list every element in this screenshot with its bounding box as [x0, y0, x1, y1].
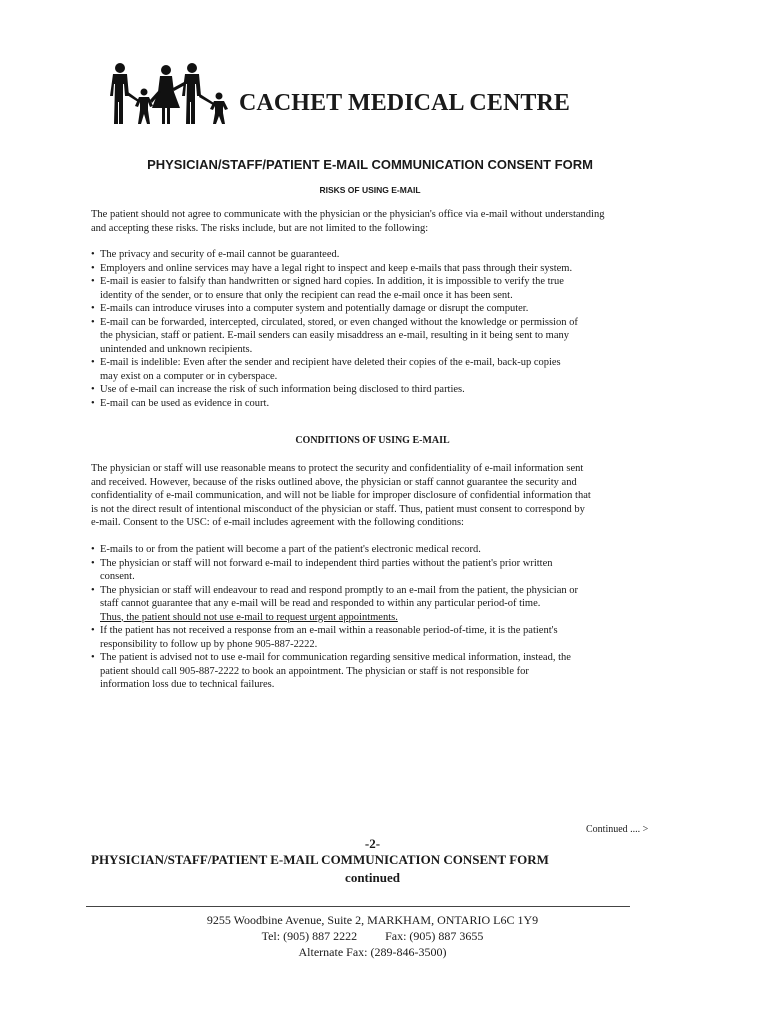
condition-text: information loss due to technical failures.	[100, 679, 275, 690]
risk-text: E-mail is easier to falsify than handwritten or signed hard copies. In addition, it is impossible to verify the true	[100, 276, 564, 287]
risk-text: E-mail is indelible: Even after the sender and recipient have deleted their copies of the e-mail, back-up copies	[100, 357, 561, 368]
bullet-marker: •	[91, 276, 95, 287]
bullet-marker: •	[91, 557, 95, 569]
bullet-marker: •	[91, 262, 95, 274]
list-item	[91, 557, 661, 584]
conditions-intro-line: is not the direct result of intentional misconduct of the physician or staff. Thus, patient must consent to correspond by	[91, 503, 585, 515]
contact-numbers	[0, 929, 745, 944]
conditions-intro-line: and received. However, because of the risks outlined above, the physician or staff cannot guarantee the security and	[91, 476, 577, 488]
risks-intro-line: The patient should not agree to communicate with the physician or the physician's office via e-mail without understanding	[91, 209, 605, 220]
risk-text: E-mail can be forwarded, intercepted, circulated, stored, or even changed without the knowledge or permission of	[100, 316, 578, 328]
bullet-marker: •	[91, 625, 95, 636]
continued-note: Continued .... >	[586, 824, 649, 835]
conditions-intro-line: confidentiality of e-mail communication, and will not be liable for improper disclosure of confidential information that	[91, 490, 591, 501]
bullet-marker: •	[91, 316, 95, 328]
bullet-marker: •	[91, 397, 95, 409]
condition-text: The physician or staff will not forward e-mail to independent third parties without the patient's prior written	[100, 557, 553, 569]
condition-text: consent.	[100, 571, 135, 582]
footer-form-title: PHYSICIAN/STAFF/PATIENT E-MAIL COMMUNICATION CONSENT FORM	[91, 852, 549, 867]
bullet-marker: •	[91, 357, 95, 368]
risk-text: The privacy and security of e-mail cannot be guaranteed.	[100, 249, 340, 260]
footer-continued: continued	[345, 870, 400, 885]
alternate-fax-number: Alternate Fax: (289-846-3500)	[298, 945, 447, 959]
bullet-marker: •	[91, 652, 95, 663]
bullet-marker: •	[91, 544, 95, 555]
list-item	[91, 262, 661, 276]
list-item	[91, 275, 661, 302]
condition-text: The physician or staff will endeavour to read and respond promptly to an e-mail from the patient, the physician or	[100, 584, 579, 596]
condition-text: responsibility to follow up by phone 905-887-2222.	[100, 638, 318, 650]
risk-text: may exist on a computer or in cyberspace.	[100, 370, 278, 382]
risks-list	[91, 248, 661, 410]
condition-text: E-mails to or from the patient will become a part of the patient's electronic medical record.	[100, 544, 481, 555]
bullet-marker: •	[91, 384, 95, 395]
bullet-marker: •	[91, 303, 95, 314]
risk-text: E-mail can be used as evidence in court.	[100, 397, 270, 409]
bullet-marker: •	[91, 249, 95, 260]
risk-text: identity of the sender, or to ensure that only the recipient can read the e-mail once it has been sent.	[100, 289, 513, 301]
list-item	[91, 584, 661, 625]
risks-intro	[91, 208, 661, 235]
list-item	[91, 543, 661, 557]
conditions-heading: CONDITIONS OF USING E-MAIL	[295, 435, 450, 446]
page-number: -2-	[364, 836, 381, 851]
condition-text: staff cannot guarantee that any e-mail will be read and responded to within any particular period-of time.	[100, 598, 541, 609]
family-silhouette-icon	[110, 62, 232, 126]
risk-text: the physician, staff or patient. E-mail senders can easily misaddress an e-mail, resulting in it being sent to many	[100, 330, 569, 341]
risk-text: Employers and online services may have a legal right to inspect and keep e-mails that pass through their system.	[100, 262, 573, 274]
telephone-number: Tel: (905) 887 2222	[261, 929, 358, 943]
fax-number: Fax: (905) 887 3655	[385, 929, 484, 943]
list-item	[91, 624, 661, 651]
list-item	[91, 316, 661, 357]
conditions-intro	[91, 462, 661, 530]
clinic-name: CACHET MEDICAL CENTRE	[239, 90, 571, 116]
list-item	[91, 356, 661, 383]
bullet-marker: •	[91, 584, 95, 596]
condition-text: patient should call 905-887-2222 to book an appointment. The physician or staff is not responsible for	[100, 665, 529, 677]
risk-text: Use of e-mail can increase the risk of such information being disclosed to third parties.	[100, 384, 465, 395]
conditions-intro-line: The physician or staff will use reasonable means to protect the security and confidentiality of e-mail information sent	[91, 463, 584, 474]
list-item	[91, 302, 661, 316]
list-item	[91, 248, 661, 262]
list-item	[91, 397, 661, 411]
conditions-intro-line: e-mail. Consent to the USC: of e-mail includes agreement with the following conditions:	[91, 517, 464, 528]
risks-heading: RISKS OF USING E-MAIL	[319, 185, 421, 195]
clinic-address: 9255 Woodbine Avenue, Suite 2, MARKHAM, ONTARIO L6C 1Y9	[206, 913, 539, 927]
condition-text: The patient is advised not to use e-mail for communication regarding sensitive medical information, instead, the	[100, 652, 571, 663]
urgent-appointments-note: Thus, the patient should not use e-mail to request urgent appointments.	[100, 611, 398, 623]
form-title: PHYSICIAN/STAFF/PATIENT E-MAIL COMMUNICATION CONSENT FORM	[147, 157, 593, 172]
footer-divider	[86, 906, 630, 907]
list-item	[91, 651, 661, 692]
risk-text: E-mails can introduce viruses into a computer system and potentially damage or disrupt the computer.	[100, 303, 529, 314]
condition-text: If the patient has not received a response from an e-mail within a reasonable period-of-time, it is the patient's	[100, 625, 558, 636]
list-item	[91, 383, 661, 397]
risk-text: unintended and unknown recipients.	[100, 343, 253, 355]
risks-intro-line: and accepting these risks. The risks include, but are not limited to the following:	[91, 222, 429, 234]
conditions-list	[91, 543, 661, 692]
